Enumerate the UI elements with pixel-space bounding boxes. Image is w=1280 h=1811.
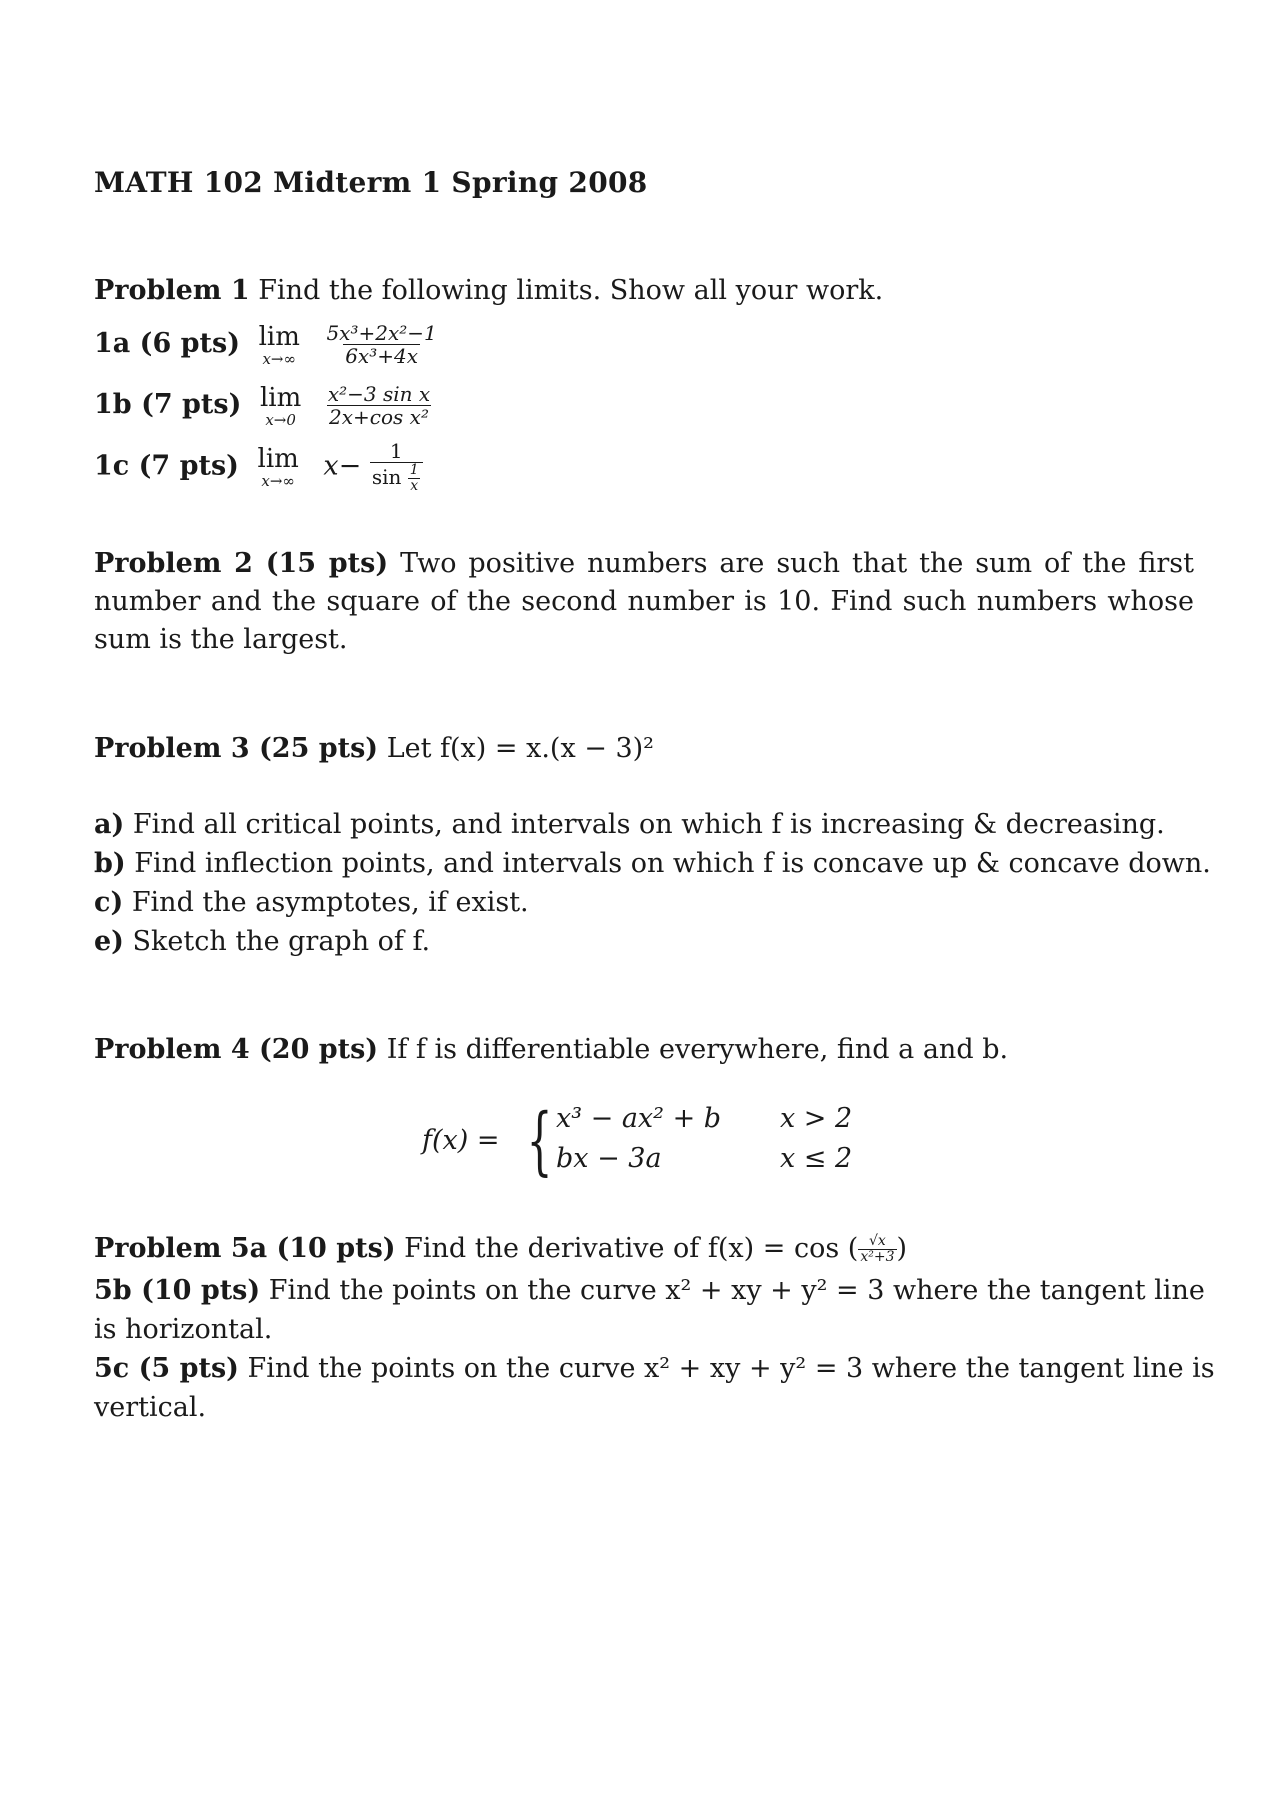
problem-2	[94, 545, 1194, 659]
case-condition: x > 2	[780, 1103, 853, 1134]
limit-operator	[258, 445, 299, 489]
lim-subscript: x→∞	[262, 349, 296, 368]
problem-5b-continued: is horizontal.	[94, 1314, 273, 1345]
piecewise-lhs: f(x) =	[422, 1125, 500, 1156]
problem-5b-text: Find the points on the curve x² + xy + y² = 3 where the tangent line	[268, 1275, 1205, 1306]
lim-word: lim	[257, 444, 299, 474]
problem-5c	[94, 1350, 1215, 1388]
case-expression: bx − 3a	[556, 1143, 662, 1174]
problem-2-heading: Problem 2 (15 pts)	[94, 548, 389, 579]
problem-3-item	[94, 884, 529, 922]
problem-5b	[94, 1272, 1205, 1310]
problem-3-item	[94, 923, 430, 961]
problem-3-text: Let f(x) = x.(x − 3)²	[386, 733, 654, 764]
denominator: x²+3	[860, 1249, 895, 1265]
exam-title: MATH 102 Midterm 1 Spring 2008	[94, 166, 648, 199]
problem-4-intro	[94, 1031, 1008, 1069]
sin-word: sin	[371, 465, 402, 489]
problem-3-intro	[94, 730, 654, 768]
problem-5a-text: Find the derivative of f(x) = cos	[404, 1233, 840, 1264]
problem-5a	[94, 1230, 907, 1268]
problem-1a	[94, 322, 439, 367]
item-label: e)	[94, 926, 124, 957]
problem-3-item	[94, 845, 1211, 883]
lim-subscript: x→∞	[261, 472, 295, 490]
numerator: x²−3 sin x	[327, 382, 431, 406]
inner-denominator: x	[410, 478, 419, 494]
close-paren: )	[896, 1233, 908, 1264]
lim-subscript: x→0	[265, 410, 296, 429]
problem-3-item	[94, 806, 1165, 844]
problem-5c-heading: 5c (5 pts)	[94, 1353, 239, 1384]
problem-1b	[94, 383, 432, 428]
item-label: c)	[94, 887, 124, 918]
denominator: 2x+cos x²	[329, 405, 429, 429]
problem-5a-heading: Problem 5a (10 pts)	[94, 1233, 396, 1264]
case-expression: x³ − ax² + b	[556, 1103, 722, 1134]
problem-2-text: Two positive numbers are such that the sum of the first number and the square of the second number is 10. Find such numbers whose sum is the largest.	[94, 548, 1194, 655]
inner-fraction	[408, 463, 421, 494]
fraction	[858, 1234, 896, 1265]
inner-numerator: 1	[409, 462, 419, 478]
numerator: √x	[869, 1233, 886, 1249]
limit-operator	[260, 384, 301, 428]
fraction	[326, 383, 432, 428]
problem-1c-label: 1c (7 pts)	[94, 450, 239, 482]
denominator	[370, 462, 423, 494]
problem-1-heading: Problem 1	[94, 275, 250, 306]
item-text: Find inflection points, and intervals on which f is concave up & concave down.	[134, 848, 1211, 879]
problem-5b-heading: 5b (10 pts)	[94, 1275, 261, 1306]
problem-4-text: If f is differentiable everywhere, find a and b.	[386, 1034, 1009, 1065]
problem-1a-label: 1a (6 pts)	[94, 328, 240, 359]
fraction	[370, 440, 423, 494]
problem-3-heading: Problem 3 (25 pts)	[94, 733, 379, 764]
denominator: 6x³+4x	[345, 344, 418, 368]
case-condition: x ≤ 2	[780, 1143, 853, 1174]
item-text: Find all critical points, and intervals on which f is increasing & decreasing.	[132, 809, 1165, 840]
problem-1-intro	[94, 272, 883, 310]
item-label: a)	[94, 809, 125, 840]
open-paren: (	[847, 1233, 859, 1264]
fraction	[324, 322, 438, 367]
lim-word: lim	[258, 321, 300, 352]
expression-prefix: x−	[323, 450, 362, 482]
left-brace-icon: {	[526, 1098, 553, 1184]
limit-operator	[259, 323, 300, 367]
numerator: 5x³+2x²−1	[326, 321, 437, 345]
problem-1b-label: 1b (7 pts)	[94, 389, 242, 420]
numerator: 1	[389, 439, 403, 463]
item-label: b)	[94, 848, 126, 879]
item-text: Find the asymptotes, if exist.	[131, 887, 529, 918]
problem-5c-continued: vertical.	[94, 1392, 207, 1423]
problem-5c-text: Find the points on the curve x² + xy + y² = 3 where the tangent line is	[247, 1353, 1215, 1384]
problem-1c	[94, 440, 423, 494]
problem-4-heading: Problem 4 (20 pts)	[94, 1034, 379, 1065]
problem-1-text: Find the following limits. Show all your work.	[258, 275, 884, 306]
item-text: Sketch the graph of f.	[132, 926, 431, 957]
lim-word: lim	[259, 382, 302, 413]
